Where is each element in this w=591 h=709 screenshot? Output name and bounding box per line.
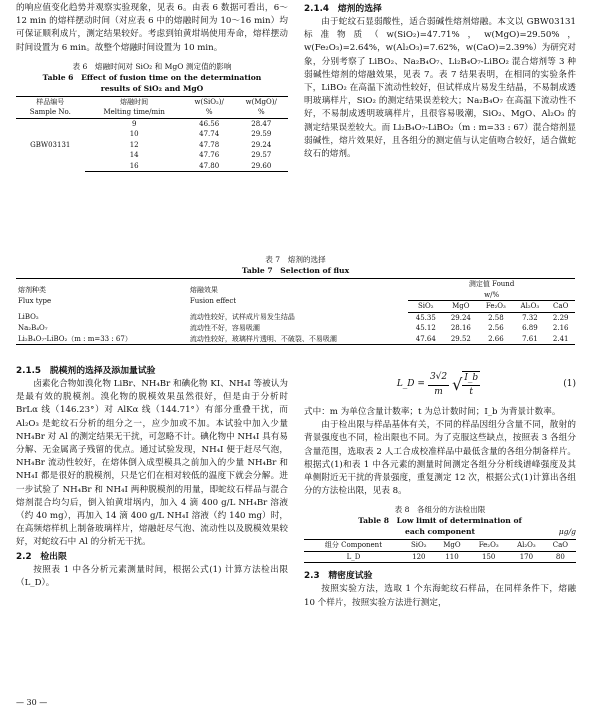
right-column-bottom	[304, 364, 576, 610]
table8-caption-en-2	[304, 526, 576, 537]
table-row	[304, 551, 576, 563]
table7-flux: Na₂B₄O₇	[18, 324, 48, 332]
section-2-2-title: 2.2 检出限	[16, 551, 67, 562]
formula-denominator: m	[434, 386, 443, 397]
paragraph-detection-limit-method: 由于检出限与样品基体有关，不同的样品因组分含量不同，散射的背景强度也不同，检出限也不同。为了克服这些缺点，按照表 3 各组分含量范围，选取表 2 人工合成校准样品中最低含量的各组分制备样片。根据式(1)和表 1 中各元素的测量时间测定各组分分析线谱峰强度及其单侧附近无干扰的背景强度，重复测定 12 次，根据公式(1)计算出各组分的方法检出限，见表 8。	[304, 420, 576, 497]
table6-header-sio2-cn: w(SiO₂)/	[184, 96, 235, 107]
table7-header-effect-en: Fusion effect	[189, 296, 237, 305]
table7-header-flux-cn: 熔剂种类	[18, 286, 46, 294]
table-cell: 29.59	[251, 130, 272, 139]
section-2-1-4-title: 2.1.4 熔剂的选择	[304, 4, 382, 14]
table7-header-flux-en: Flux type	[18, 296, 52, 305]
page-number: — 30 —	[16, 698, 48, 707]
sqrt-icon: √	[452, 375, 463, 395]
table7-effect: 流动性不好，容易吸潮	[189, 324, 260, 332]
table-cell: 170	[508, 551, 545, 563]
table-cell: 12	[129, 140, 139, 149]
table-cell: 7.61	[513, 334, 546, 345]
paragraph-flux-selection: 由于蛇纹石显弱酸性，适合弱碱性熔剂熔融。本文以 GBW03131 标准物质（w(SiO₂)=47.71%，w(MgO)=29.50%，w(Fe₂O₃)=2.64%，w(Al₂O₃)=7.62%，w(CaO)=2.39%）为研究对象，分别考察了 LiBO₂、Na₂B₄O₇、Li₂B₄O₇-LiBO₂ 混合熔剂等 3 种弱碱性熔剂的熔融效果，见表 7。表 7 结果表明，在相同的实验条件下，LiBO₂ 在高温下流动性较好，但试样成片易发生结晶，不易制成透明玻璃样片，SiO₂ 的测定结果误差较大；Na₂B₄O₇ 在高温下流动性不好，不易制成透明玻璃样片，且很容易吸潮，SiO₂、MgO、Al₂O₃ 的测定结果误差较大。而 Li₂B₄O₇-LiBO₂（m : m=33 : 67）混合熔剂显弱碱性，熔片效果好，且各组分的测定值与认定值吻合较好，适合做蛇纹石的熔剂。	[304, 17, 576, 160]
table7-header-mgo: MgO	[443, 301, 478, 313]
table7-header-effect	[188, 279, 408, 313]
left-column-bottom	[16, 364, 288, 590]
table7-caption-cn: 表 7 熔剂的选择	[265, 255, 326, 264]
formula-root-denominator: t	[469, 387, 474, 397]
table6-header-time-cn: 熔融时间	[85, 96, 184, 107]
table7-header-fe2o3: Fe₂O₃	[478, 301, 513, 313]
table7-header-sio2: SiO₂	[408, 301, 443, 313]
formula-fraction	[428, 371, 449, 398]
table-row	[16, 334, 575, 345]
formula-number: (1)	[563, 379, 576, 389]
section-2-3-title: 2.3 精密度试验	[304, 571, 373, 582]
table7-effect: 流动性较好，试样成片易发生结晶	[189, 313, 295, 322]
formula-lhs: L_D =	[396, 379, 425, 390]
paragraph-release-agent: 卤素化合物如溴化物 LiBr、NH₄Br 和碘化物 KI、NH₄I 等被认为是最有效的脱模剂。溴化物的脱模效果虽然很好，但是由于分析时 BrLα 线（146.23°）对 AlKα 线（144.71°）有部分重叠干扰，而 Al₂O₃ 是蛇纹石分析的组分之一，应少加或不加。本试验中加入少量 NH₄Br 对 Al 的测定结果无干扰，可忽略不计。碘化物中 NH₄I 具有易分解、无金属离子残留的优点。通过试验发现，NH₄I 便于赶尽气泡，NH₄Br 流动性较好，在熔体倒入成型模具之前加入的少量 NH₄Br 和 NH₄I 都是很好的脱模剂，只是它们在相对较低的温度下就会分解。进一步试验了 NH₄Br 和 NH₄I 两种脱模剂的用量，即蛇纹石样品与混合熔剂混合均匀后，倒入铂黄坩埚内，加入 4 滴 400 g/L NH₄Br 溶液（约 40 mg），再加入 14 滴 400 g/L NH₄I 溶液（约 140 mg）时，在高频熔样机上制备玻璃样片，熔融赶尽气泡、流动性以及脱模效果较好，对蛇纹石中 Al 的分析无干扰。	[16, 379, 288, 548]
table-cell: 2.16	[552, 324, 569, 332]
table7-header-al2o3: Al₂O₃	[513, 301, 546, 313]
table6-caption	[16, 61, 288, 94]
table-cell: 29.24	[450, 313, 471, 322]
table7-header-found-unit: w/%	[484, 290, 500, 299]
table-cell: 28.16	[450, 324, 471, 332]
table8-header-sio2: SiO₂	[403, 540, 435, 552]
table7-header-flux	[16, 279, 188, 313]
table-row	[16, 312, 575, 323]
paragraph-formula-explanation: 式中：m 为单位含量计数率；t 为总计数时间；I_b 为背景计数率。	[304, 407, 561, 417]
paragraph-detection-limit: 按照表 1 中各分析元素测量时间，根据公式(1) 计算方法检出限（L_D）。	[16, 564, 288, 588]
table-cell: 46.56	[199, 119, 220, 128]
table-cell: 16	[85, 161, 184, 172]
table-cell: 80	[545, 551, 576, 563]
table8	[304, 539, 576, 563]
table-cell: 45.35	[415, 313, 436, 322]
table8-header-al2o3: Al₂O₃	[508, 540, 545, 552]
table8-caption	[304, 504, 576, 537]
table7-caption	[16, 254, 575, 276]
table8-row-label: L_D	[304, 551, 403, 563]
table6-header-mgo-en: %	[235, 107, 288, 118]
table-cell: 2.66	[478, 334, 513, 345]
table7-effect: 流动性较好，玻璃样片透明、不破裂、不易吸潮	[188, 334, 408, 345]
table-cell: 14	[129, 151, 139, 160]
table8-unit: μg/g	[558, 527, 576, 537]
table-cell: 9	[131, 119, 137, 128]
table-cell: 47.78	[199, 140, 220, 149]
table-cell: 29.24	[251, 140, 272, 149]
table8-caption-en-2-text: each component	[404, 527, 476, 537]
table6-header-sample-cn: 样品编号	[16, 96, 85, 107]
table-cell: 10	[129, 130, 139, 139]
table6-caption-en-2: results of SiO₂ and MgO	[100, 83, 204, 93]
table-cell: 47.80	[184, 161, 235, 172]
table7-header-cao: CaO	[546, 301, 575, 313]
table-cell: 2.41	[546, 334, 575, 345]
table7-flux: Li₂B₄O₇-LiBO₂（m : m=33 : 67）	[16, 334, 188, 345]
table7-block	[16, 254, 575, 345]
right-column-top	[304, 2, 576, 161]
left-column-top	[16, 2, 288, 172]
table6-header-mgo-cn: w(MgO)/	[235, 96, 288, 107]
table6-header-time-en: Melting time/min	[85, 107, 184, 118]
paragraph-intro: 的响应值变化趋势并观察实验现象，见表 6。由表 6 数据可看出，6～12 min 的熔样摆动时间（对应表 6 中的熔融时间为 10～16 min）均可保证顺利成片，测定结果较好。考虑到铂黄坩埚使用寿命，熔样摆动时间设置为 6 min。故整个熔融时间设置为 10 min。	[16, 3, 288, 53]
paragraph-precision: 按照实验方法，选取 1 个东海蛇纹石样品，在同样条件下，熔融 10 个样片，按照实验方法进行测定，	[304, 584, 576, 608]
table-cell: 45.12	[415, 324, 436, 332]
table6-header-sample-en: Sample No.	[16, 107, 85, 118]
table-cell: 7.32	[522, 313, 538, 322]
table7	[16, 278, 575, 345]
table-cell: 120	[403, 551, 435, 563]
table8-header-cao: CaO	[545, 540, 576, 552]
table-row	[16, 118, 288, 129]
table-cell: 29.52	[443, 334, 478, 345]
table6	[16, 96, 288, 173]
table7-flux: LiBO₂	[18, 313, 39, 322]
table-cell: 47.74	[199, 130, 220, 139]
table-cell: 29.60	[235, 161, 288, 172]
table-cell: 47.64	[408, 334, 443, 345]
table-cell: 2.29	[552, 313, 569, 322]
table8-header-mgo: MgO	[435, 540, 470, 552]
table6-header-sio2-en: %	[184, 107, 235, 118]
table8-header-fe2o3: Fe₂O₃	[469, 540, 508, 552]
table6-caption-en-1: Table 6 Effect of fusion time on the determination	[42, 72, 262, 82]
table7-caption-en: Table 7 Selection of flux	[241, 266, 350, 275]
table6-caption-cn: 表 6 熔融时间对 SiO₂ 和 MgO 测定值的影响	[72, 61, 232, 71]
table7-header-effect-cn: 熔融效果	[189, 286, 218, 294]
table-cell: 6.89	[522, 324, 538, 332]
table-cell: 28.47	[251, 119, 272, 128]
table8-header-component: 组分 Component	[304, 540, 403, 552]
table8-caption-cn: 表 8 各组分的方法检出限	[394, 505, 486, 515]
table7-header-found	[408, 279, 575, 301]
table8-caption-en-1: Table 8 Low limit of determination of	[358, 516, 522, 526]
formula-root-numerator: I_b	[462, 372, 480, 386]
formula-numerator: 3√2	[428, 371, 449, 385]
table-cell: 47.76	[199, 151, 220, 160]
table-cell: 110	[435, 551, 470, 563]
table-cell: 2.56	[488, 324, 504, 332]
table7-header-found-cn: 测定值 Found	[468, 280, 515, 288]
table-cell: 150	[469, 551, 508, 563]
table-cell: 2.58	[488, 313, 504, 322]
table-row	[16, 323, 575, 334]
table-cell: 29.57	[251, 151, 272, 160]
section-2-1-5-title: 2.1.5 脱模剂的选择及添加量试验	[16, 366, 156, 376]
formula-1	[304, 368, 576, 402]
formula-root-fraction	[462, 371, 480, 399]
table6-sample-id: GBW03131	[30, 141, 71, 150]
